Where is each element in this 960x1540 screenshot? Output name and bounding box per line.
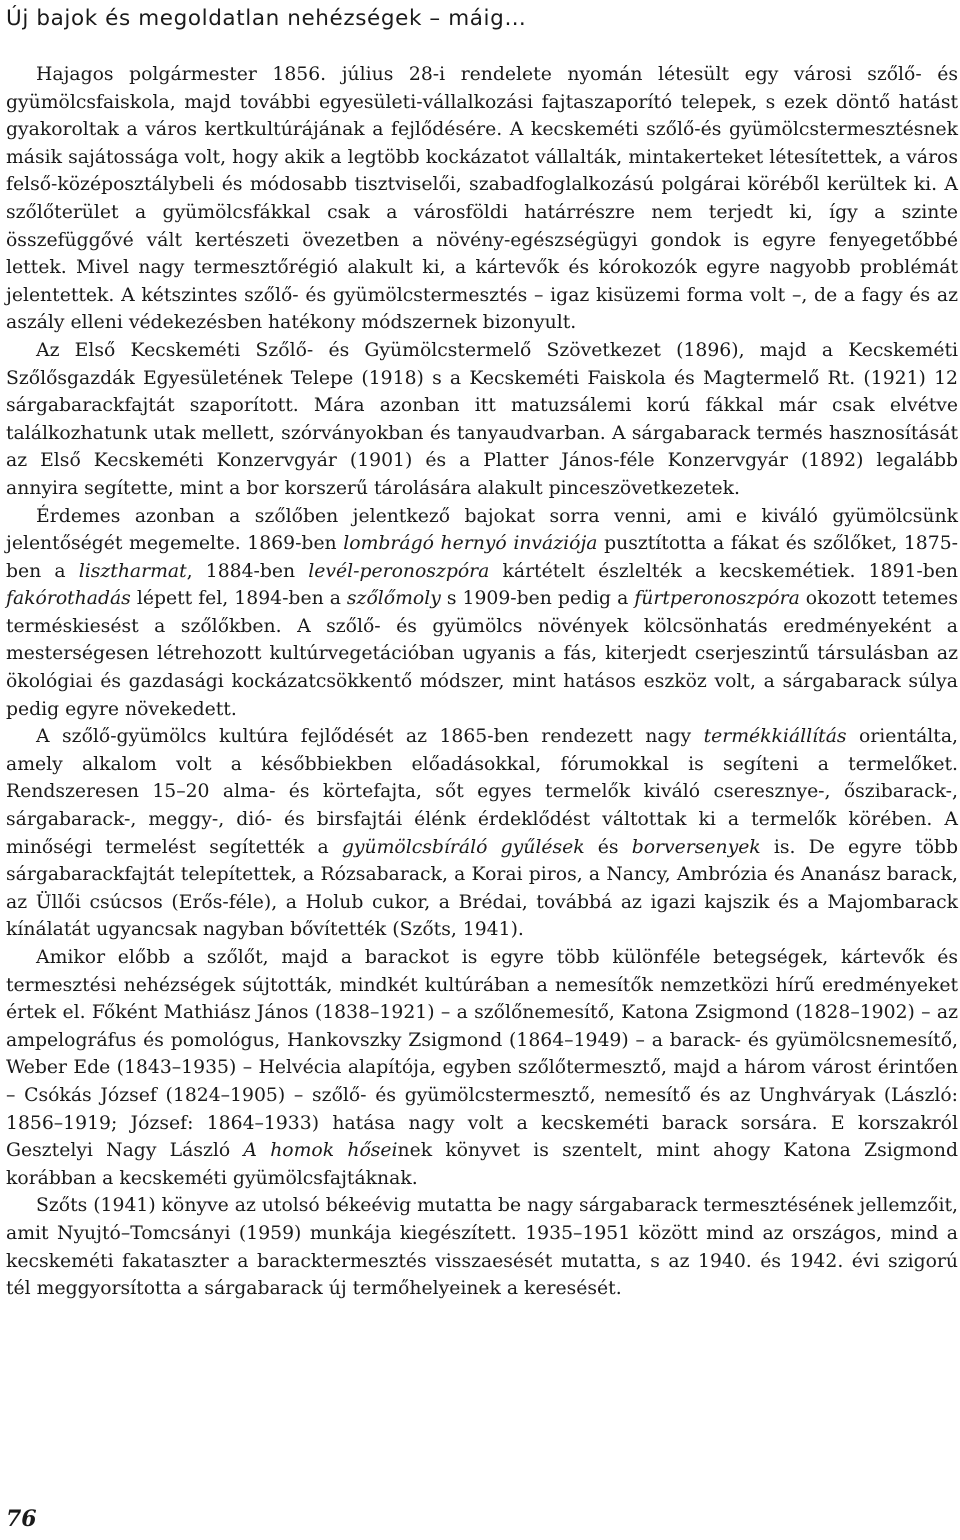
text-run: lépett fel, 1894-ben a [130,588,347,610]
italic-term: fürtperonoszpóra [634,588,800,610]
italic-term: lombrágó hernyó inváziója [343,533,598,555]
text-run: Hajagos polgármester 1856. július 28-i rendelete nyomán létesült egy városi szőlő- és gyümölcsfaiskola, majd további egyesületi-vállalkozási fajtaszaporító telepek, s ezek döntő hatást gyakoroltak a város kertkultúrájának a fejlődésére. A kecskeméti szőlő-és gyümölcstermesztésnek másik sajátossága volt, hogy akik a legtöbb kockázatot vállalták, mintakerteket létesítettek, a város felső-középosztálybeli és módosabb tisztviselői, szabadfoglalkozású polgárai köréből kerültek ki. A szőlőterület a gyümölcsfákkal csak a városföldi határrészre nem terjedt ki, így a szinte összefüggővé vált kertészeti övezetben a növény-egészségügyi gondok is egyre fenyegetőbbé lettek. Mivel nagy termesztőrégió alakult ki, a kártevők és kórokozók egyre nagyobb problémát jelentettek. A kétszintes szőlő- és gyümölcstermesztés – igaz kisüzemi forma volt –, de a fagy és az aszály elleni védekezésben hatékony módszernek bizonyult. [6,64,958,334]
italic-term: fakórothadás [6,588,131,610]
page-number: 76 [6,1506,37,1532]
text-run: nek könyvet is szentelt, mint ahogy Katona Zsigmond korábban a kecskeméti gyümölcsfajtáknak. [6,1140,958,1189]
text-run: orientálta, amely alkalom volt a későbbiekben előadásokkal, fórumokkal is segíteni a termelőket. Rendszeresen 15–20 alma- és körtefajta, sőt egyes termelők kiváló cseresznye-, őszibarack-, sárgabarack-, meggy-, dió- és birsfajtái élénk érdeklődést váltottak ki a termelők körében. A minőségi termelést segítették a [6,726,958,858]
paragraph-1 [6,61,958,337]
italic-term: A homok hősei [243,1140,398,1162]
text-run: is. De egyre több sárgabarackfajtát telepítettek, a Rózsabarack, a Korai piros, a Nancy, Ambrózia és Ananász barack, az Üllői csúcsos (Erős-féle), a Holub cukor, a Brédai, továbbá az igazi kajszik és a Majombarack kínálatát ugyancsak nagyban bővítették (Szőts, 1941). [6,836,958,941]
text-run: Szőts (1941) könyve az utolsó békeévig mutatta be nagy sárgabarack termesztésének jellemzőit, amit Nyujtó–Tomcsányi (1959) munkája kiegészített. 1935–1951 között mind az országos, mind a kecskeméti fakataszter a baracktermesztés visszaesését mutatta, s az 1940. és 1942. évi szigorú tél meggyorsította a sárgabarack új termőhelyeinek a keresését. [6,1195,958,1300]
text-run: , 1884-ben [186,560,309,582]
italic-term: termékkiállítás [703,726,847,748]
italic-term: szőlőmoly [346,588,441,610]
paragraph-2 [6,337,958,503]
text-run: és [584,836,632,858]
paragraph-3 [6,503,958,724]
text-run: pusztította a fákat és szőlőket, 1875-ben a [6,533,958,582]
text-run: A szőlő-gyümölcs kultúra fejlődését az 1865-ben rendezett nagy [36,726,704,748]
paragraph-5 [6,944,958,1192]
section-heading: Új bajok és megoldatlan nehézségek – máig… [6,6,527,31]
italic-term: lisztharmat [78,560,187,582]
document-page [6,0,958,1540]
text-run: kártételt észlelték a kecskemétiek. 1891-ben [489,560,958,582]
text-run: s 1909-ben pedig a [440,588,635,610]
italic-term: borversenyek [631,836,761,858]
text-run: Az Első Kecskeméti Szőlő- és Gyümölcstermelő Szövetkezet (1896), majd a Kecskeméti Szőlősgazdák Egyesületének Telepe (1918) s a Kecskeméti Faiskola és Magtermelő Rt. (1921) 12 sárgabarackfajtát szaporított. Mára azonban itt matuzsálemi korú fákkal már csak elvétve találkozhatunk utak mellett, szórványokban és tanyaudvarban. A sárgabarack termés hasznosítását az Első Kecskeméti Konzervgyár (1901) és a Platter János-féle Konzervgyár (1892) legalább annyira segítette, mint a bor korszerű tárolására alakult pinceszövetkezetek. [6,339,958,499]
text-run: okozott tetemes terméskiesést a szőlőkben. A szőlő- és gyümölcs növények kölcsönhatás eredményeként a mesterségesen létrehozott kultúrvegetációban ugyanis a fás, kiterjedt cserjeszintű társulásban az ökológiai és gazdasági kockázatcsökkentő módszer, mint hatásos eszköz volt, a sárgabarack súlya pedig egyre növekedett. [6,588,958,720]
paragraph-6 [6,1192,958,1302]
text-run: Érdemes azonban a szőlőben jelentkező bajokat sorra venni, ami e kiváló gyümölcsünk jelentőségét megemelte. 1869-ben [6,505,958,555]
text-run: Amikor előbb a szőlőt, majd a barackot is egyre több különféle betegségek, kártevők és termesztési nehézségek sújtották, mindkét kultúrában a nemesítők nemzetközi hírű eredményeket értek el. Főként Mathiász János (1838–1921) – a szőlőnemesítő, Katona Zsigmond (1828–1902) – az ampelográfus és pomológus, Hankovszky Zsigmond (1864–1949) – a barack- és gyümölcsnemesítő, Weber Ede (1843–1935) – Helvécia alapítója, egyben szőlőtermesztő, majd a három várost érintően – Csókás József (1824–1905) – szőlő- és gyümölcstermesztő, nemesítő és az Unghváryak (László: 1856–1919; József: 1864–1933) hatása nagy volt a kecskeméti barack sorsára. E korszakról Gesztelyi Nagy László [6,947,958,1162]
italic-term: levél-peronoszpóra [308,560,490,582]
paragraph-4 [6,723,958,944]
body-text [6,61,958,1303]
italic-term: gyümölcsbíráló gyűlések [341,836,585,858]
